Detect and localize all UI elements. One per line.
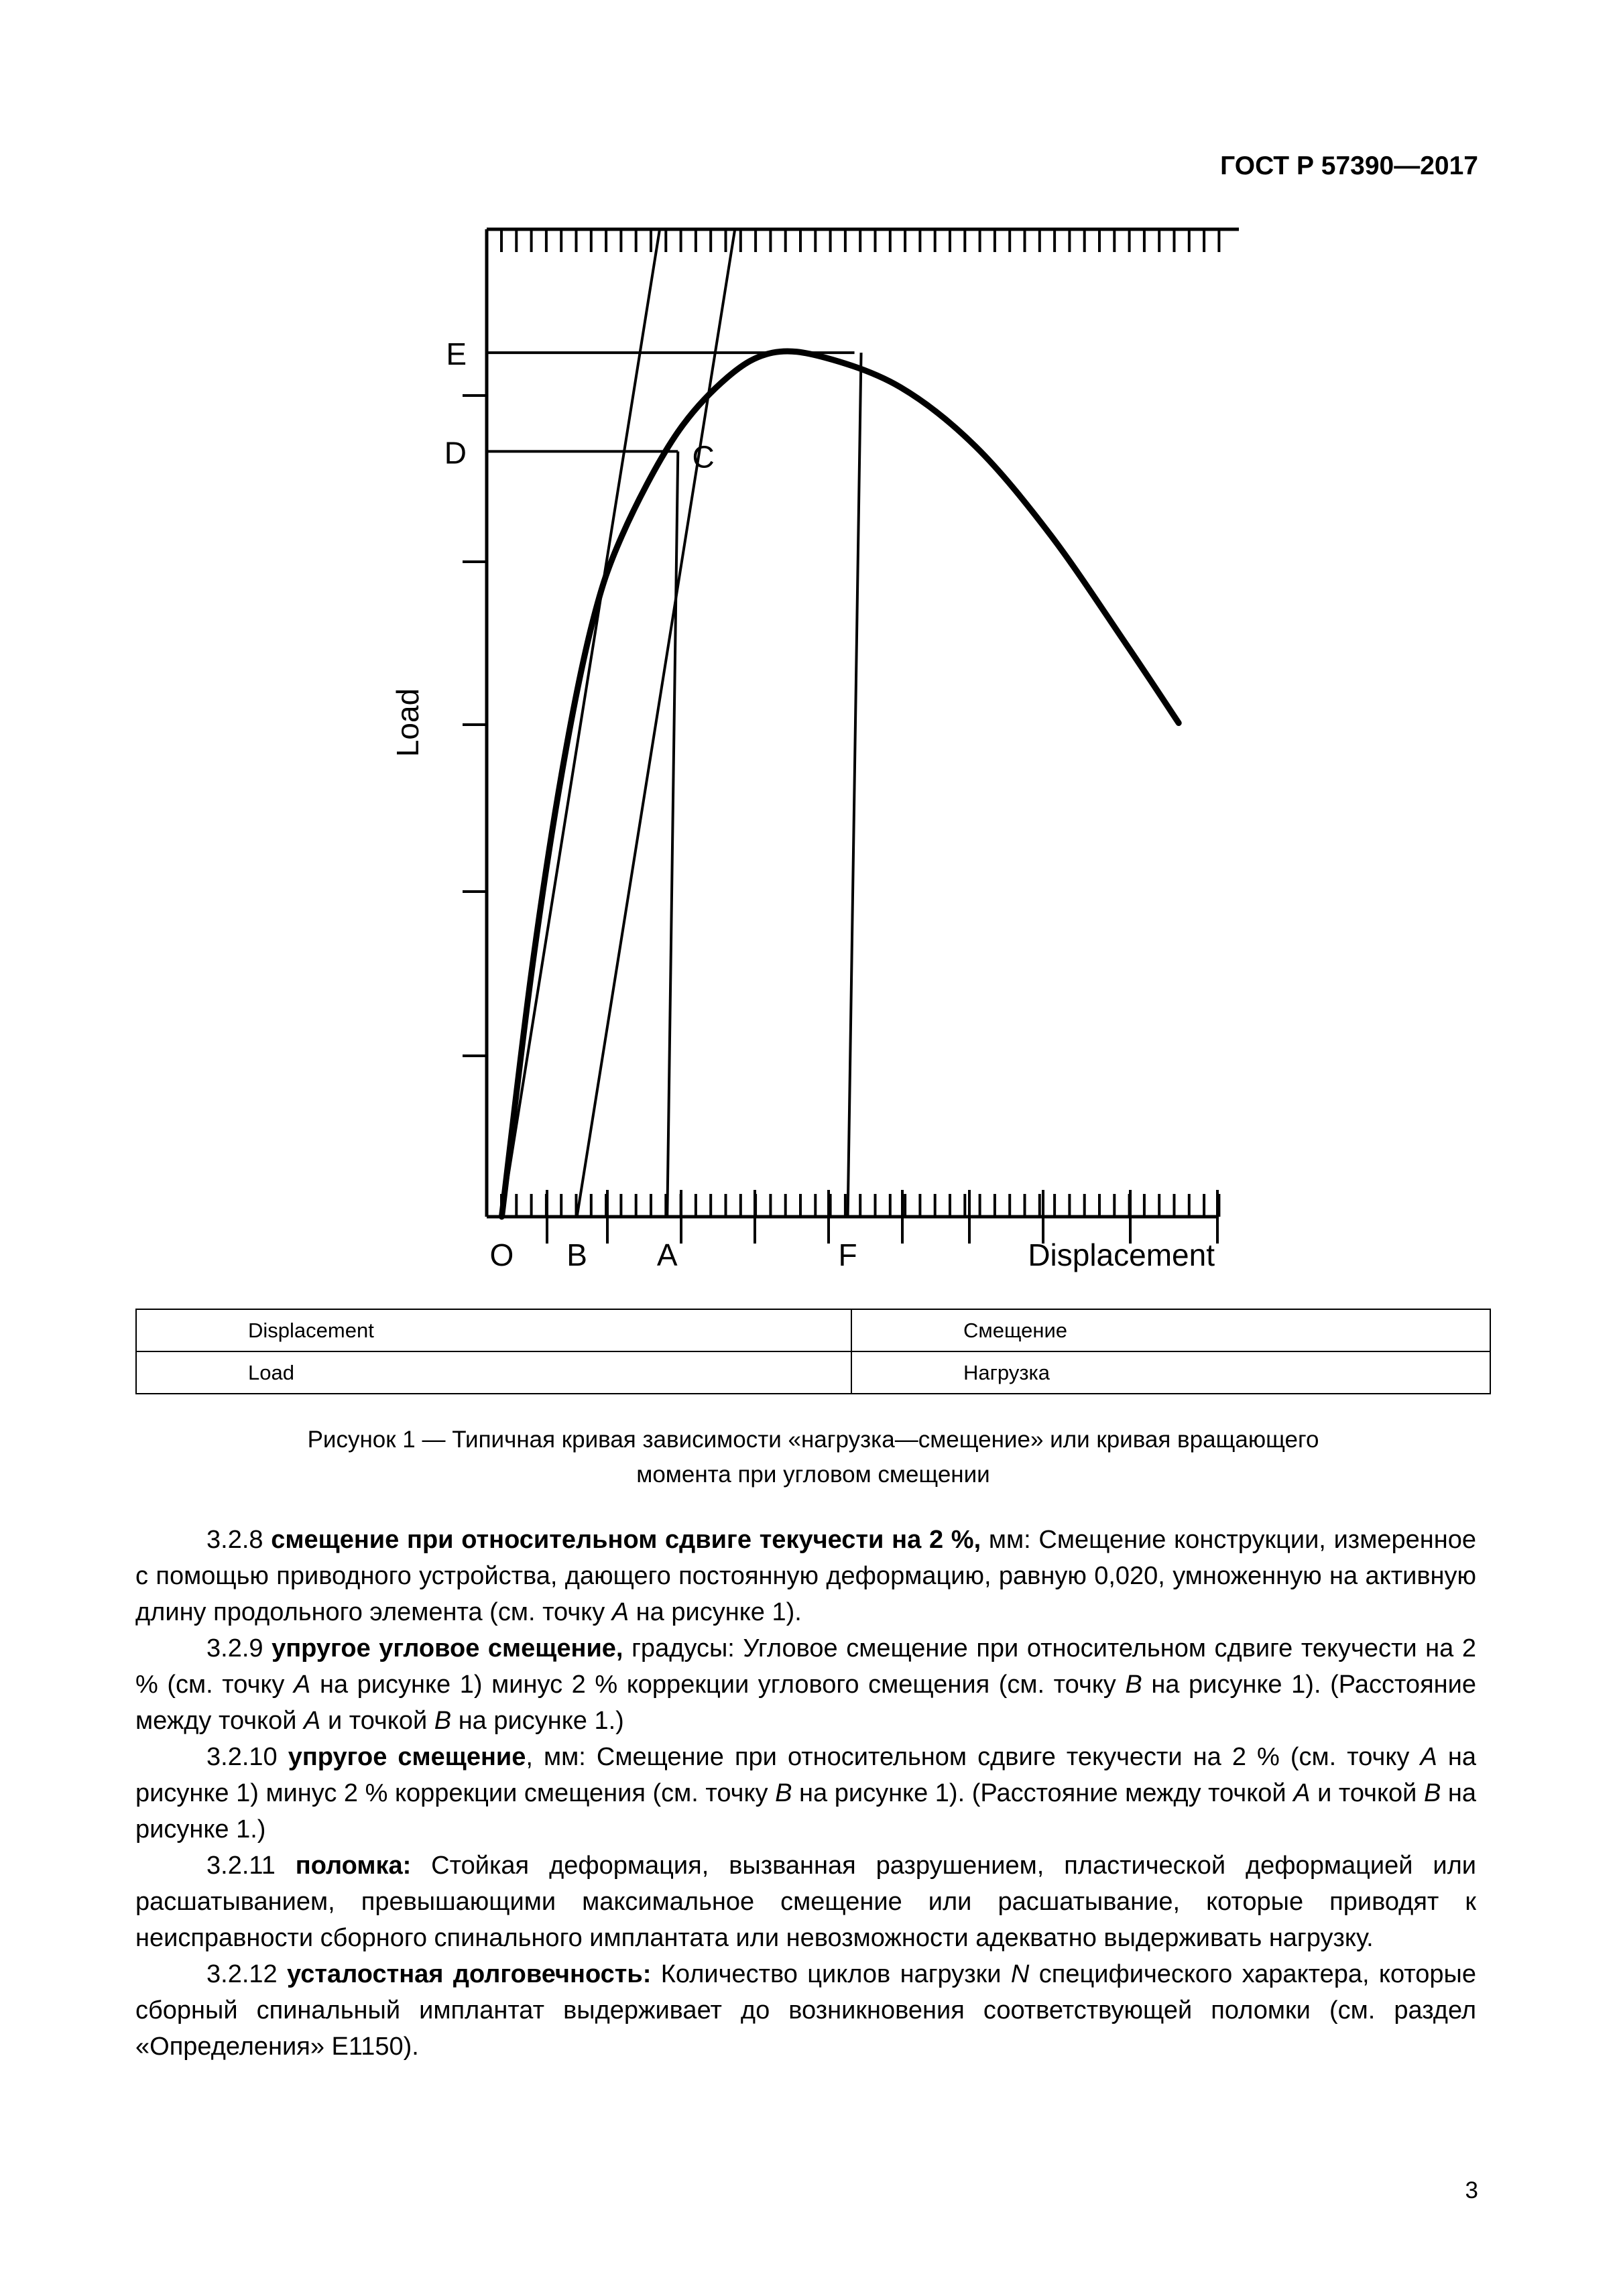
text: специфического характера, которые сборный спинальный имплантат выдерживает до возникновения соответствующей поломки (см. раздел «Определения» Е1150). [135,1960,1476,2061]
paragraph-3-2-10 [135,1739,1476,1848]
paragraph-3-2-8 [135,1522,1476,1630]
clause-number: 3.2.9 [206,1634,272,1663]
term: поломка: [295,1852,412,1880]
x-marker-label: F [838,1237,857,1272]
chart-guide-lines [487,353,861,1217]
point-label: C [692,439,715,475]
table-row [136,1351,1490,1394]
term: усталостная долговечность: [287,1960,652,1988]
caption-line: Рисунок 1 — Типичная кривая зависимости «нагрузка—смещение» или кривая вращающего [307,1427,1319,1453]
y-marker-label: E [446,337,467,372]
y-axis-label: Load [390,688,425,758]
text: и точкой [1310,1779,1424,1807]
offset-line-o [501,229,660,1217]
definitions-text [135,1522,1476,2065]
text: Стойкая деформация, вызванная разрушением, пластической деформацией или расшатыванием, превышающими максимальное смещение или расшатывание, которые приводят к неисправности сборного спинального имплантата или невозможности адекватно выдерживать нагрузку. [135,1852,1476,1952]
x-marker-label: A [656,1237,678,1272]
point-ref: А [1420,1743,1437,1771]
text: на рисунке 1.) [135,1779,1476,1844]
paragraph-3-2-11 [135,1848,1476,1956]
clause-number: 3.2.12 [206,1960,288,1988]
chart-ticks [463,229,1219,1244]
term: смещение при относительном сдвиге текучести на 2 %, [271,1526,981,1554]
point-ref: В [775,1779,792,1807]
point-ref: А [304,1707,321,1735]
legend-table [135,1309,1491,1394]
term: упругое угловое смещение, [272,1634,623,1663]
text: на рисунке 1). [629,1598,802,1626]
x-marker-label: O [489,1237,514,1272]
point-ref: В [434,1707,452,1735]
text: , мм: Смещение при относительном сдвиге текучести на 2 % (см. точку [526,1743,1421,1771]
legend-cell-en: Displacement [136,1309,851,1351]
paragraph-3-2-9 [135,1630,1476,1739]
figure-caption [135,1423,1491,1492]
chart-series [501,229,1179,1217]
load-displacement-curve [501,351,1179,1217]
guide-f [848,353,861,1217]
standard-designation: ГОСТ Р 57390—2017 [1220,152,1478,180]
term: упругое смещение [288,1743,526,1771]
text: на рисунке 1). (Расстояние между точкой [135,1671,1476,1735]
legend-cell-ru: Смещение [851,1309,1490,1351]
text: градусы: Угловое смещение при относительном сдвиге текучести на 2 % (см. точку [135,1634,1476,1699]
point-ref: А [1293,1779,1311,1807]
text: на рисунке 1) минус 2 % коррекции смещения (см. точку [135,1743,1477,1807]
text: Количество циклов нагрузки [651,1960,1011,1988]
caption-line: момента при угловом смещении [636,1461,990,1488]
text: и точкой [320,1707,434,1735]
point-ref: А [611,1598,629,1626]
point-ref: N [1010,1960,1030,1988]
legend-cell-en: Load [136,1351,851,1394]
y-marker-label: D [444,435,467,471]
table-row [136,1309,1490,1351]
text: на рисунке 1). (Расстояние между точкой [792,1779,1294,1807]
clause-number: 3.2.11 [206,1852,296,1880]
offset-line-b [577,229,735,1217]
clause-number: 3.2.10 [206,1743,288,1771]
x-marker-label: B [566,1237,587,1272]
point-ref: В [1423,1779,1441,1807]
text: мм: Смещение конструкции, измеренное с помощью приводного устройства, дающего постоянную деформацию, равную 0,020, умноженную на активную длину продольного элемента (см. точку [135,1526,1476,1626]
clause-number: 3.2.8 [206,1526,272,1554]
text: на рисунке 1) минус 2 % коррекции углового смещения (см. точку [310,1671,1126,1699]
text: на рисунке 1.) [451,1707,624,1735]
point-ref: А [294,1671,311,1699]
x-axis-label: Displacement [1028,1237,1215,1272]
point-ref: В [1125,1671,1142,1699]
guide-a [667,451,678,1217]
paragraph-3-2-12 [135,1956,1476,2065]
legend-cell-ru: Нагрузка [851,1351,1490,1394]
page-number: 3 [1465,2177,1478,2203]
